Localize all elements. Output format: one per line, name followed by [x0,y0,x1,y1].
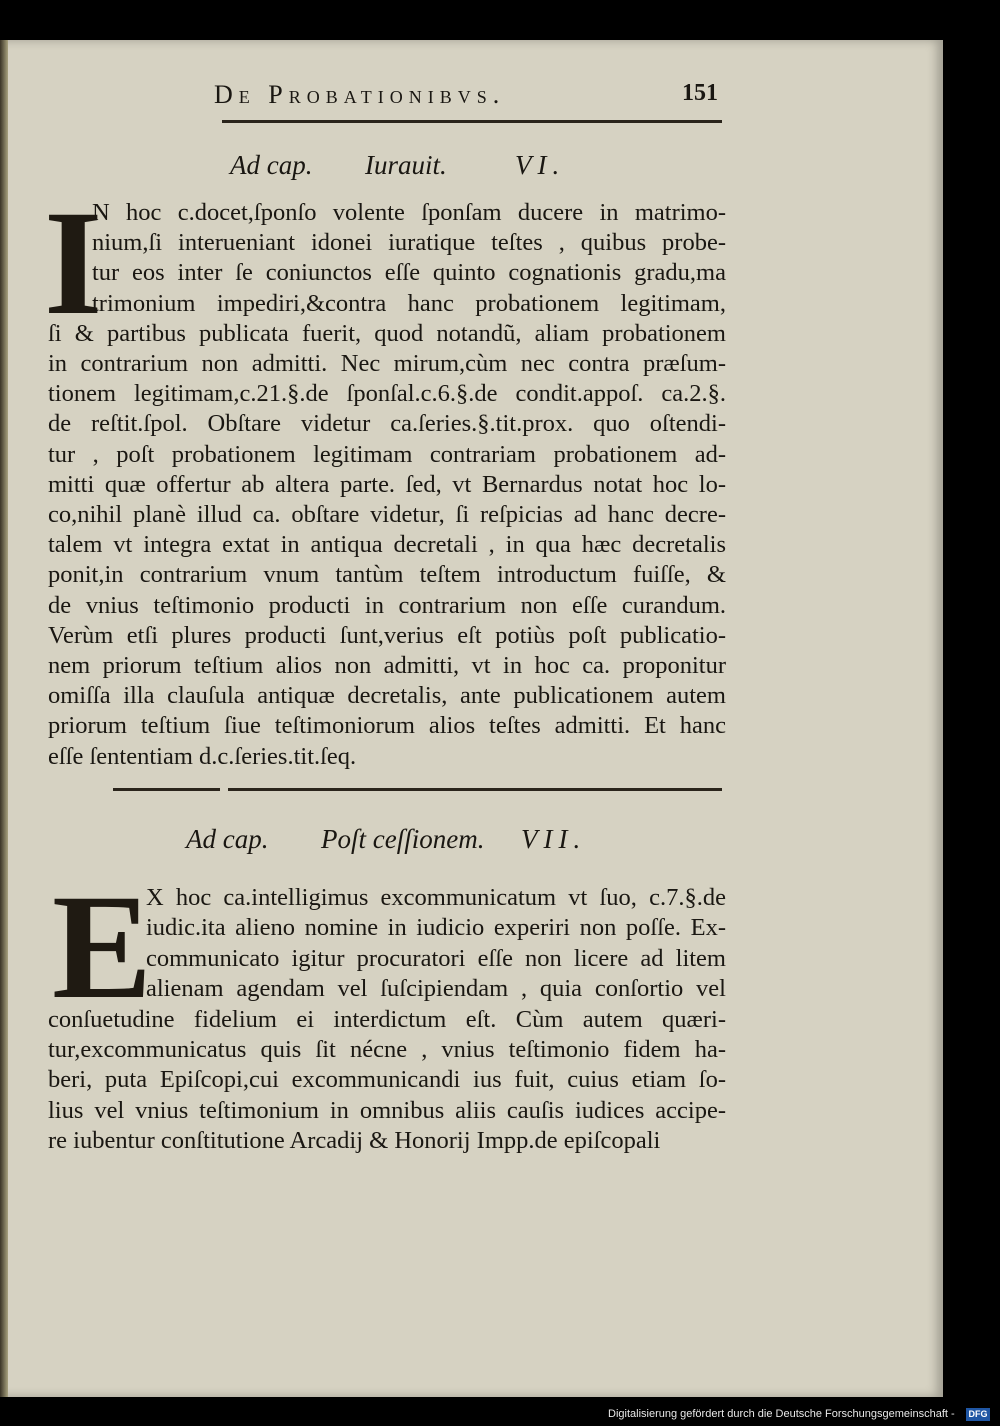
text-line: re iubentur conſtitutione Arcadij & Honorij Impp.de epiſcopali [48,1127,661,1155]
drop-cap-2: E [52,864,153,1030]
heading-1-number: VI. [515,150,566,180]
running-head: De Probationibvs. [214,80,506,109]
text-line: trimonium impediri,&contra hanc probationem legitimam, [92,289,726,317]
text-line: eſſe ſententiam d.c.ſeries.tit.ſeq. [48,742,357,770]
text-line: omiſſa illa clauſula antiquæ decretalis, ante publicationem autem [48,682,726,710]
digitization-credit: Digitalisierung gefördert durch die Deutsche Forschungsgemeinschaft - [608,1408,955,1420]
section-heading-2 [186,824,586,855]
text-line: conſuetudine fidelium ei interdictum eſt. Cùm autem quæri- [48,1005,726,1033]
text-line: de vnius teſtimonio producti in contrarium non eſſe curandum. [48,591,726,619]
dfg-logo: DFG [966,1408,990,1421]
text-line: iudic.ita alieno nomine in iudicio experiri non poſſe. Ex- [146,914,726,942]
text-line: lius vel vnius teſtimonium in omnibus aliis cauſis iudices accipe- [48,1096,726,1124]
heading-2-prefix: Ad cap. [186,824,269,854]
text-line: nium,ſi interueniant idonei iuratique teſtes , quibus probe- [92,229,726,257]
text-line: tionem legitimam,c.21.§.de ſponſal.c.6.§.de condit.appoſ. ca.2.§. [48,380,726,408]
text-line: co,nihil planè illud ca. obſtare videtur, ſi reſpicias ad hanc decre- [48,501,726,528]
heading-2-title: Poſt ceſſionem. [321,824,485,854]
text-line: X hoc ca.intelligimus excommunicatum vt ſuo, c.7.§.de [146,884,726,911]
page-number: 151 [682,80,718,106]
text-line: N hoc c.docet,ſponſo volente ſponſam ducere in matrimo- [92,199,726,226]
heading-2-number: VII. [521,824,587,854]
text-line: communicato igitur procuratori eſſe non licere ad litem [146,944,726,972]
header-rule [222,120,722,123]
text-line: beri, puta Epiſcopi,cui excommunicandi ius fuit, cuius etiam ſo- [48,1066,726,1094]
section-heading-1 [230,150,565,181]
text-line: mitti quæ offertur ab altera parte. ſed, vt Bernardus notat hoc lo- [48,470,726,498]
text-line: de reſtit.ſpol. Obſtare videtur ca.ſeries.§.tit.prox. quo oſtendi- [48,410,726,438]
heading-1-prefix: Ad cap. [230,150,313,180]
section-separator-short [113,788,220,791]
text-line: ſi & partibus publicata fuerit, quod notandũ, aliam probationem [48,319,726,347]
text-line: nem priorum teſtium alios non admitti, vt in hoc ca. proponitur [48,652,726,679]
text-line: tur eos inter ſe coniunctos eſſe quinto cognationis gradu,ma [92,259,726,287]
text-line: alienam agendam vel ſuſcipiendam , quia conſortio vel [146,975,726,1003]
text-line: talem vt integra extat in antiqua decretali , in qua hæc decretalis [48,531,726,559]
text-line: tur , poſt probationem legitimam contrariam probationem ad- [48,440,726,468]
text-line: in contrarium non admitti. Nec mirum,cùm nec contra præſum- [48,350,726,377]
section-separator-long [228,788,722,791]
text-line: priorum teſtium ſiue teſtimoniorum alios teſtes admitti. Et hanc [48,712,726,740]
text-line: Verùm etſi plures producti ſunt,verius eſt potiùs poſt publicatio- [48,621,726,649]
heading-1-title: Iurauit. [365,150,447,180]
text-line: tur,excommunicatus quis ſit nécne , vnius teſtimonio fidem ha- [48,1036,726,1063]
drop-cap-1: I [44,180,103,346]
text-line: ponit,in contrarium vnum tantùm teſtem introductum fuiſſe, & [48,561,726,589]
page-gutter [0,40,8,1397]
